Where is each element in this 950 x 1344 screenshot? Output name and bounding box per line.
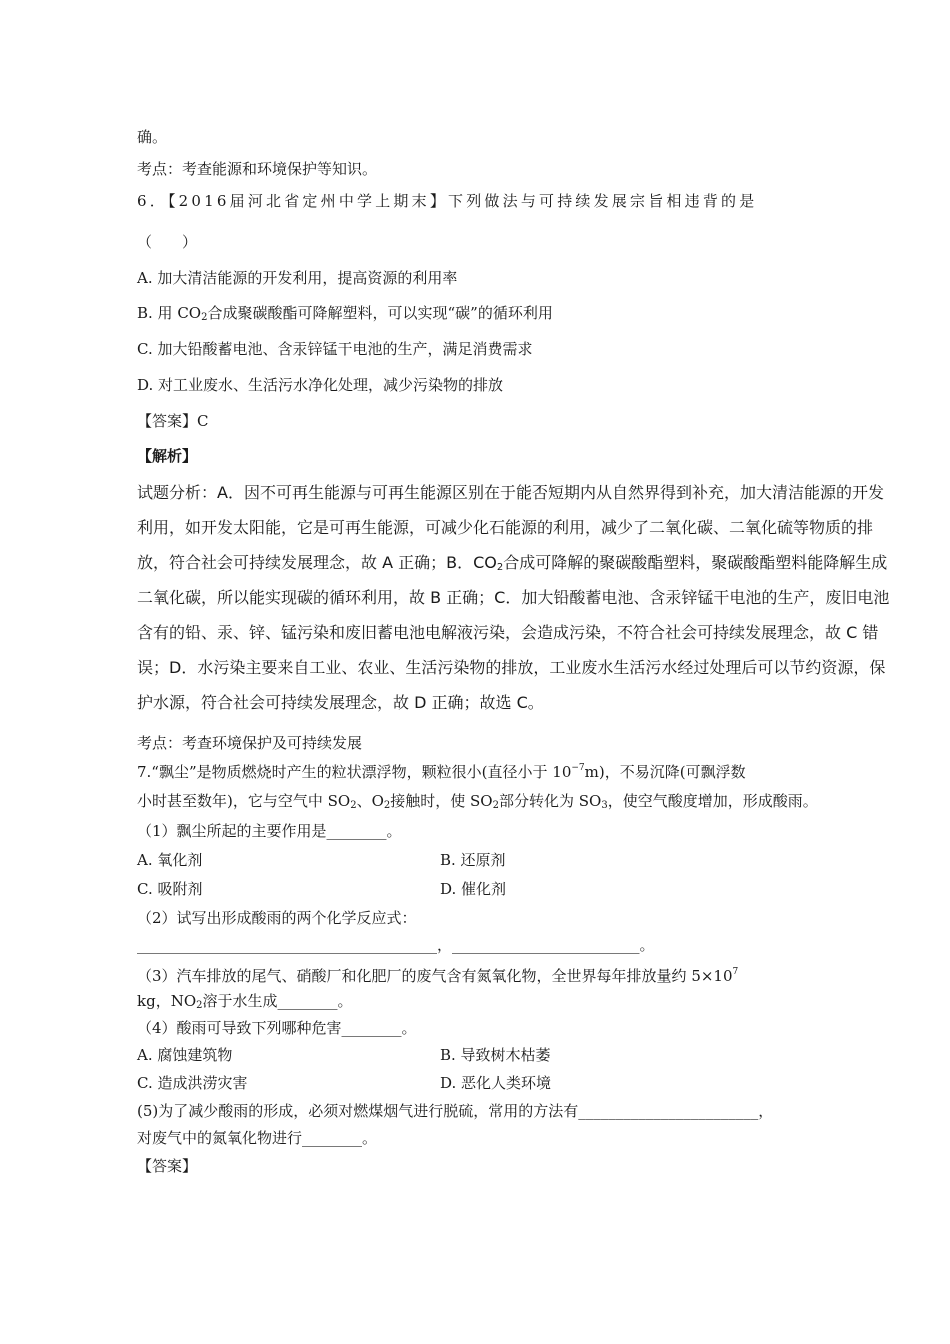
sub-question-2: （2）试写出形成酸雨的两个化学反应式： xyxy=(137,909,417,927)
answer-blank: ________________________________________，_________________________。 xyxy=(137,936,655,954)
analysis-line: 护水源，符合社会可持续发展理念，故 D 正确；故选 C。 xyxy=(137,693,544,712)
option-d: D. 对工业废水、生活污水净化处理，减少污染物的排放 xyxy=(137,376,504,394)
analysis-line: 含有的铅、汞、锌、锰污染和废旧蓄电池电解液污染，会造成污染，不符合社会可持续发展理念，故 C 错 xyxy=(137,623,879,642)
sub-question-3-cont: kg，$NO_2$溶于水生成________。 xyxy=(137,992,353,1011)
option-c: C. 加大铅酸蓄电池、含汞锌锰干电池的生产，满足消费需求 xyxy=(137,340,533,358)
analysis-line: 二氧化碳，所以能实现碳的循环利用，故 B 正确；C．加大铅酸蓄电池、含汞锌锰干电池的生产，废旧电池 xyxy=(137,588,890,607)
option-d: D. 恶化人类环境 xyxy=(440,1074,552,1092)
analysis-line: 误；D．水污染主要来自工业、农业、生活污染物的排放，工业废水生活污水经过处理后可以节约资源，保 xyxy=(137,658,886,677)
option-a: A. 加大清洁能源的开发利用，提高资源的利用率 xyxy=(137,269,458,287)
option-b: B. 用 $CO_2$合成聚碳酸酯可降解塑料，可以实现“碳”的循环利用 xyxy=(137,304,553,323)
sub-question-5-cont: 对废气中的氮氧化物进行________。 xyxy=(137,1129,378,1147)
sub-question-4: （4）酸雨可导致下列哪种危害________。 xyxy=(137,1019,417,1037)
option-c: C. 造成洪涝灾害 xyxy=(137,1074,248,1092)
sub-question-5: (5)为了减少酸雨的形成，必须对燃煤烟气进行脱硫，常用的方法有________________________， xyxy=(137,1102,774,1120)
option-b: B. 还原剂 xyxy=(440,851,506,869)
option-c: C. 吸附剂 xyxy=(137,880,203,898)
kaodian-line: 考点：考查环境保护及可持续发展 xyxy=(137,734,363,752)
analysis-label: 【解析】 xyxy=(137,447,198,465)
question-7-line: 小时甚至数年)，它与空气中 $SO_2$、$O_2$接触时，使 $SO_2$部分转化为 $SO_3$，使空气酸度增加，形成酸雨。 xyxy=(137,792,818,811)
answer-label: 【答案】 xyxy=(137,1157,198,1175)
text-line: 确。 xyxy=(137,128,168,146)
option-d: D. 催化剂 xyxy=(440,880,507,898)
analysis-line: 放，符合社会可持续发展理念，故 A 正确；B．$CO_2$合成可降解的聚碳酸酯塑料，聚碳酸酯塑料能降解生成 xyxy=(137,553,888,573)
sub-question-3: （3）汽车排放的尾气、硝酸厂和化肥厂的废气含有氮氧化物，全世界每年排放量约 $5\times 10^7$ xyxy=(137,967,739,985)
answer-label: 【答案】C xyxy=(137,412,209,430)
sub-question-1: （1）飘尘所起的主要作用是________。 xyxy=(137,822,402,840)
question-6-title: 6．【2016届河北省定州中学上期末】下列做法与可持续发展宗旨相违背的是 xyxy=(137,192,758,210)
kaodian-line: 考点：考查能源和环境保护等知识。 xyxy=(137,160,378,178)
option-a: A. 腐蚀建筑物 xyxy=(137,1046,233,1064)
question-6-paren: （ ） xyxy=(137,233,198,251)
option-b: B. 导致树木枯萎 xyxy=(440,1046,551,1064)
option-a: A. 氧化剂 xyxy=(137,851,203,869)
question-7-line: 7.“飘尘”是物质燃烧时产生的粒状漂浮物，颗粒很小(直径小于 $10^{-7}m$)，不易沉降(可飘浮数 xyxy=(137,763,746,781)
analysis-line: 试题分析：A．因不可再生能源与可再生能源区别在于能否短期内从自然界得到补充，加大清洁能源的开发 xyxy=(137,483,884,502)
analysis-line: 利用，如开发太阳能，它是可再生能源，可减少化石能源的利用，减少了二氧化碳、二氧化硫等物质的排 xyxy=(137,518,874,537)
